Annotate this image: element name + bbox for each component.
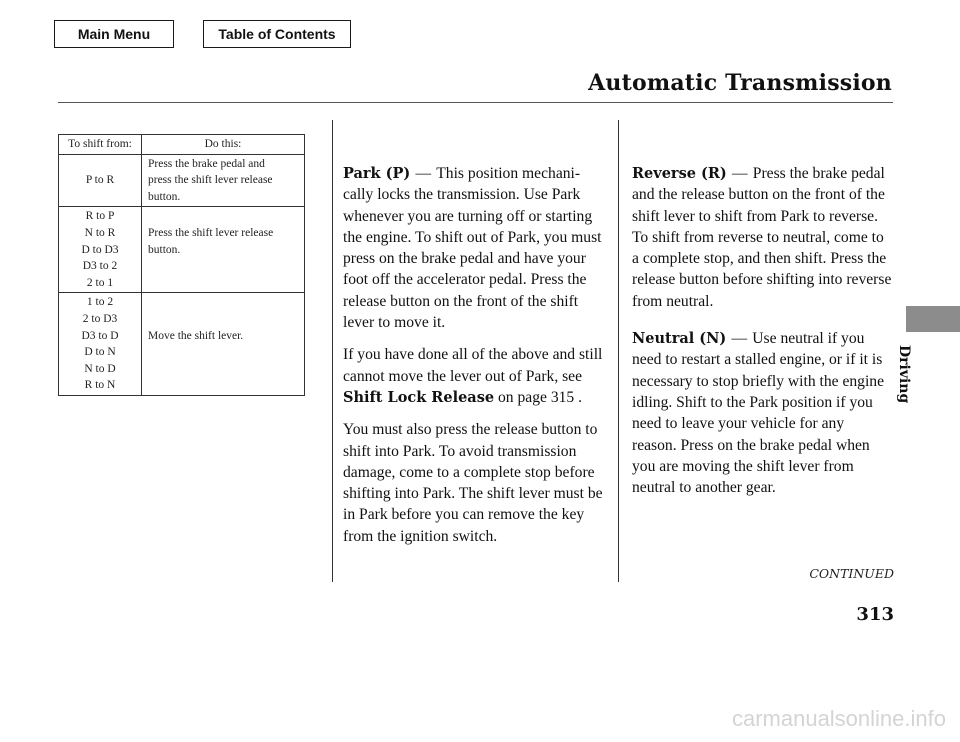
shift-combo: R to N <box>84 379 116 392</box>
column-divider <box>332 120 333 582</box>
action-line: press the shift lever release <box>148 174 273 187</box>
reverse-neutral-column <box>632 163 892 509</box>
shift-combo: 1 to 2 <box>86 296 114 309</box>
table-cell-from <box>59 207 142 293</box>
shift-combo: R to P <box>85 210 115 223</box>
action-line: button. <box>148 190 181 203</box>
action-line: button. <box>148 243 181 256</box>
shift-combo: N to D <box>84 362 116 375</box>
table-cell-from <box>59 154 142 207</box>
table-cell-action <box>142 154 305 207</box>
em-dash: — <box>731 165 748 182</box>
park-release-paragraph: You must also press the release button to shift into Park. To avoid transmission damage, come to a complete stop before shifting into Park. The shift lever must be in Park before you can remove the key from the ignition switch. <box>343 421 603 545</box>
em-dash: — <box>731 330 748 348</box>
shift-combo: P to R <box>85 174 115 187</box>
table-row <box>59 207 305 293</box>
page-title: Automatic Transmission <box>588 70 892 96</box>
table-row <box>59 293 305 396</box>
shift-combo: D to N <box>84 346 116 359</box>
shift-combo: N to R <box>84 226 116 239</box>
action-line: Press the brake pedal and <box>148 157 265 170</box>
shift-combo: 2 to 1 <box>86 276 114 289</box>
table-cell-action <box>142 293 305 396</box>
park-paragraph <box>343 163 613 333</box>
shift-lock-text-before: If you have done all of the above and still cannot move the lever out of Park, see <box>343 346 603 385</box>
shift-lock-text-after: on page 315 . <box>498 388 583 406</box>
shift-combo: 2 to D3 <box>82 312 118 325</box>
park-text-rest: cally locks the transmission. Use Park whenever you are turning off or starting the engine. To shift out of Park, you must press on the brake pedal and have your foot off the accelerator pedal. Press the release button on the front of the shift lever to move it. <box>343 186 602 332</box>
park-text-first: This position mechani- <box>436 165 581 182</box>
neutral-heading: Neutral (N) <box>632 330 727 348</box>
shift-combo: D3 to 2 <box>82 260 118 273</box>
neutral-text: Use neutral if you need to restart a stalled engine, or if it is necessary to stop briefly with the engine idling. Shift to the Park position if you need to leave your vehicle for any reason. Press on the brake pedal when you are moving the shift lever from neutral to another gear. <box>632 330 885 497</box>
section-label: Driving <box>896 345 912 404</box>
shift-lock-release-link[interactable]: Shift Lock Release <box>343 388 495 406</box>
neutral-paragraph <box>632 328 892 498</box>
reverse-text: Press the brake pedal and the release button on the front of the shift lever to shift from Park to reverse. To shift from reverse to neutral, come to a complete stop, and then shift. Press the release button before shifting into reverse from neutral. <box>632 165 892 310</box>
table-header-action: Do this: <box>142 135 305 155</box>
shift-table <box>58 134 305 396</box>
table-header-from: To shift from: <box>59 135 142 155</box>
action-line: Move the shift lever. <box>148 330 244 343</box>
table-cell-action <box>142 207 305 293</box>
title-divider <box>58 102 893 103</box>
shift-lock-paragraph <box>343 344 613 408</box>
table-of-contents-button[interactable]: Table of Contents <box>203 20 351 48</box>
page-number: 313 <box>856 604 894 625</box>
reverse-heading: Reverse (R) <box>632 165 727 182</box>
em-dash: — <box>415 165 432 182</box>
main-menu-button[interactable]: Main Menu <box>54 20 174 48</box>
watermark-text: carmanualsonline.info <box>731 706 946 731</box>
table-cell-from <box>59 293 142 396</box>
table-header-row <box>59 135 305 155</box>
section-tab-marker <box>906 306 960 332</box>
park-heading: Park (P) <box>343 165 411 182</box>
column-divider <box>618 120 619 582</box>
table-row <box>59 154 305 207</box>
reverse-paragraph <box>632 163 892 312</box>
continued-label: CONTINUED <box>809 566 894 581</box>
shift-combo: D3 to D <box>81 329 119 342</box>
shift-combo: D to D3 <box>81 243 119 256</box>
action-line: Press the shift lever release <box>148 227 274 240</box>
park-column <box>343 163 613 558</box>
